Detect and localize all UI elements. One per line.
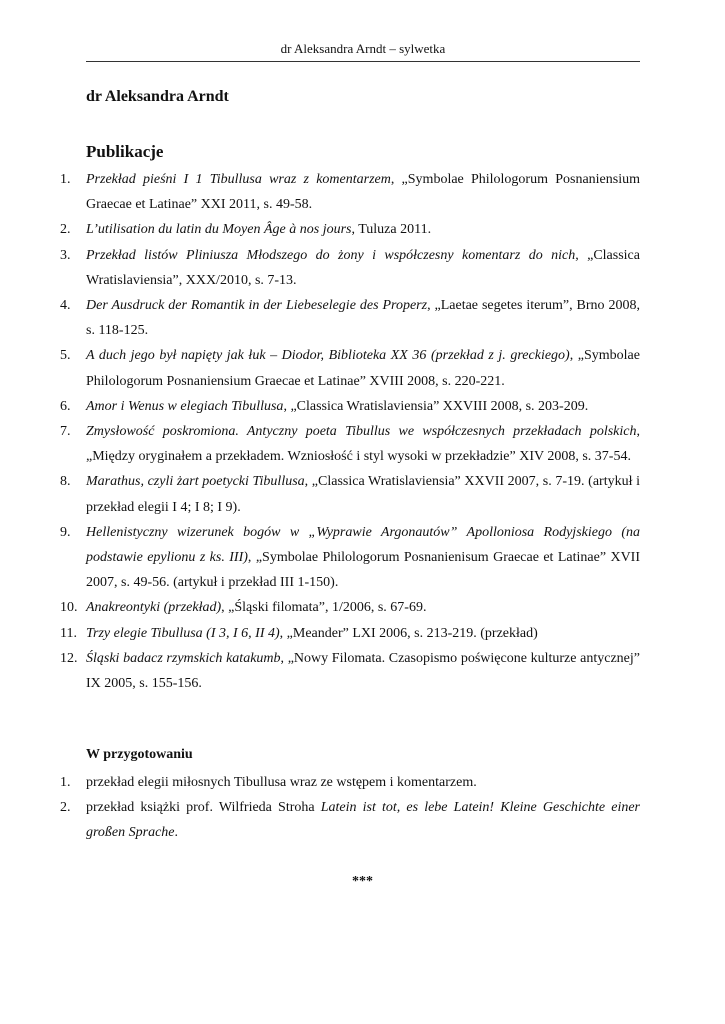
item-text: przekład elegii miłosnych Tibullusa wraz ze wstępem i komentarzem. [86,775,477,790]
publication-item [0,217,640,242]
publication-details: , „Classica Wratislaviensia”, XXX/2010, s. 7-13. [86,247,640,288]
publication-details: , Tuluza 2011. [351,222,432,238]
publication-title: Przekład listów Pliniusza Młodszego do żony i współczesny komentarz do nich [86,247,576,263]
item-number: 9. [60,524,71,540]
publication-title: L’utilisation du latin du Moyen Âge à nos jours [86,222,352,238]
publication-title: Zmysłowość poskromiona. Antyczny poeta Tibullus we współczesnych przekładach polskich [86,424,637,440]
publication-title: Przekład pieśni I 1 Tibullusa wraz z komentarzem [86,172,391,187]
publication-item [0,646,640,696]
item-number: 5. [60,348,71,364]
publication-details: , „Classica Wratislaviensia” XXVIII 2008, s. 203-209. [283,398,589,414]
publication-item [0,621,640,646]
item-number: 2. [60,222,71,238]
item-number: 12. [60,650,78,666]
publications-list [0,167,725,696]
publication-title: A duch jego był napięty jak łuk – Diodor, Biblioteka XX 36 (przekład z j. greckiego) [86,348,570,364]
publication-item [0,520,640,596]
publication-title: Amor i Wenus w elegiach Tibullusa [86,398,284,414]
publication-details: , „Laetae segetes iterum”, Brno 2008, s. 118-125. [86,298,640,339]
book-title: Latein ist tot, es lebe Latein! Kleine Geschichte einer großen Sprache [86,800,640,841]
author-name: dr Aleksandra Arndt [86,88,229,105]
publication-item [0,419,640,469]
item-number: 3. [60,247,71,263]
running-header: dr Aleksandra Arndt – sylwetka [280,41,446,56]
publication-details: , „Między oryginałem a przekładem. Wzniosłość i styl wysoki w przekładzie” XIV 2008, s. 37-54. [86,424,640,465]
item-number: 8. [60,474,71,490]
item-number: 6. [60,398,71,414]
publication-item [0,343,640,393]
publication-item [0,243,640,293]
in-preparation-item [0,770,640,795]
in-preparation-heading: W przygotowaniu [86,747,193,762]
item-number: 1. [60,775,71,790]
item-number: 7. [60,424,71,440]
publications-heading: Publikacje [86,142,164,161]
publication-details: , „Symbolae Philologorum Posnaniensium Graecae et Latinae” XVIII 2008, s. 220-221. [86,348,640,389]
publication-title: Trzy elegie Tibullusa (I 3, I 6, II 4) [86,625,280,641]
item-number: 2. [60,800,71,816]
item-number: 4. [60,298,71,314]
publication-details: , „Symbolae Philologorum Posnanienisum Graecae et Latinae” XVII 2007, s. 49-56. (artykuł i przekład III 1-150). [86,550,641,591]
publication-title: Der Ausdruck der Romantik in der Liebeselegie des Properz [86,298,428,314]
item-number: 11. [60,625,77,641]
publication-title: Anakreontyki (przekład) [86,600,222,616]
publication-title: Śląski badacz rzymskich katakumb [86,650,281,666]
header-rule [86,61,640,62]
item-number: 10. [60,600,78,616]
item-text: przekład książki prof. Wilfrieda Stroha [86,800,321,816]
in-preparation-item [0,795,640,845]
publication-details: , „Nowy Filomata. Czasopismo poświęcone kulturze antycznej” IX 2005, s. 155-156. [86,650,640,692]
item-end: . [174,825,179,841]
publication-details: , „Classica Wratislaviensia” XXVII 2007, s. 7-19. (artykuł i przekład elegii I 4; I 8; I 9). [86,474,641,515]
publication-item [0,293,640,343]
publication-item [0,167,640,217]
publication-title: Marathus, czyli żart poetycki Tibullusa [86,474,305,490]
item-number: 1. [60,172,71,187]
publication-details: , „Meander” LXI 2006, s. 213-219. (przekład) [279,625,538,641]
section-separator: *** [352,874,373,889]
publication-item [0,394,640,419]
publication-details: , „Śląski filomata”, 1/2006, s. 67-69. [221,600,427,616]
in-preparation-list [0,770,725,846]
publication-item [0,595,640,620]
publication-title: Hellenistyczny wizerunek bogów w „Wyprawie Argonautów” Apolloniosa Rodyjskiego (na podstawie epylionu z ks. III) [86,524,640,566]
publication-item [0,469,640,519]
publication-details: , „Symbolae Philologorum Posnaniensium Graecae et Latinae” XXI 2011, s. 49-58. [86,172,640,213]
